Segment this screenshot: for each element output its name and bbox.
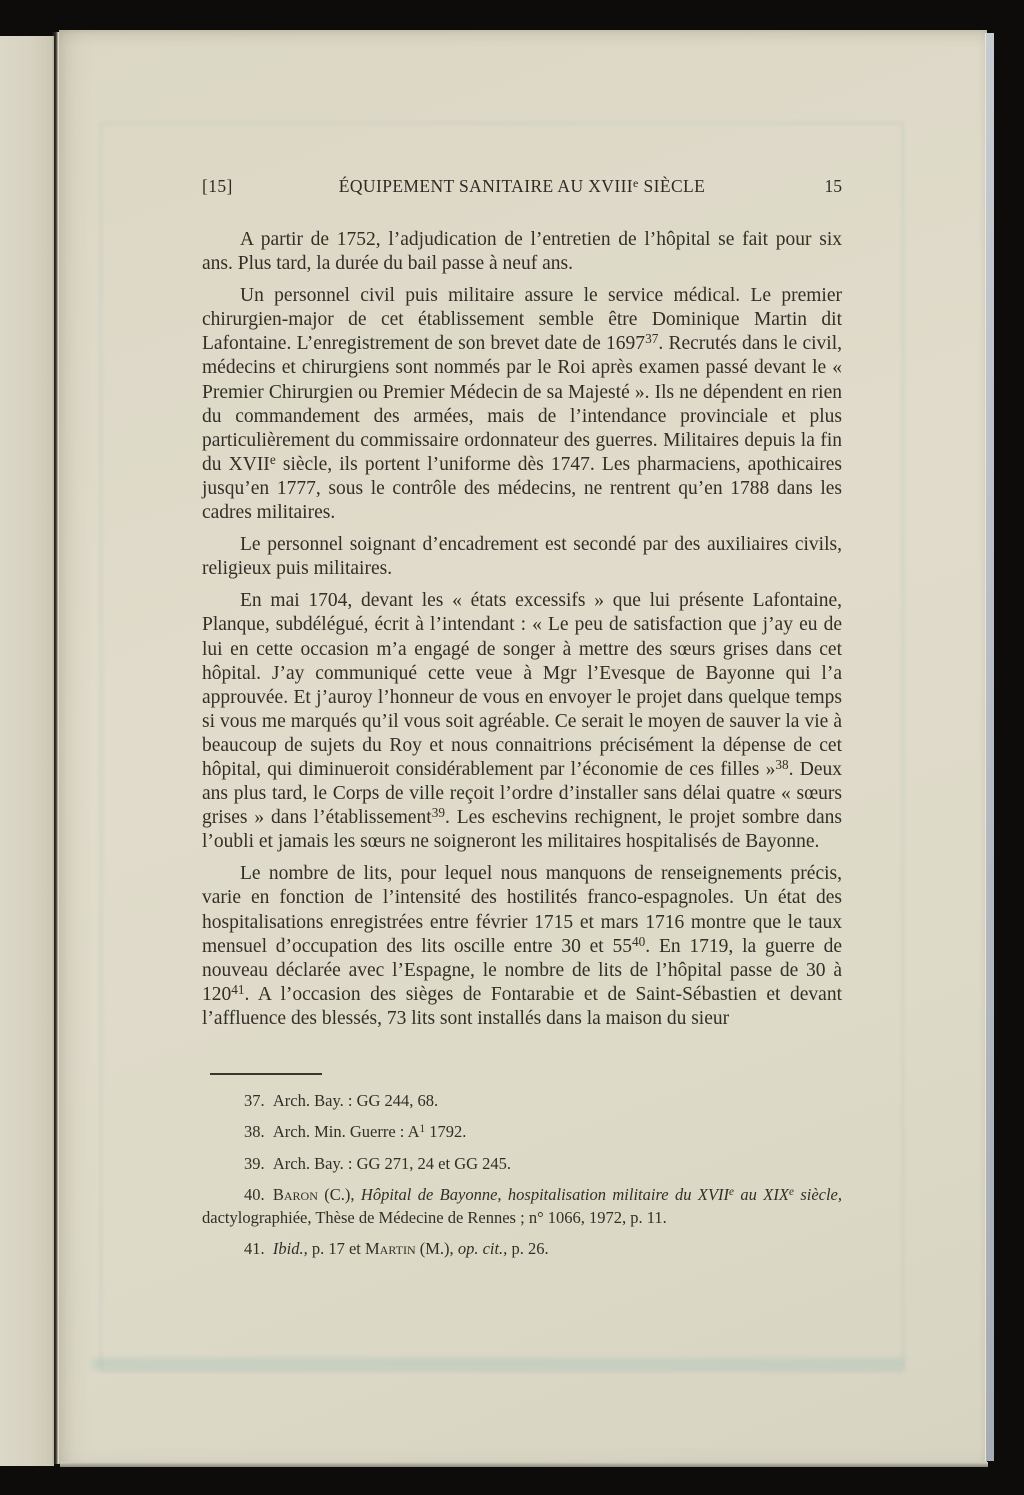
footnote-rule: [210, 1073, 322, 1075]
footnote: [202, 1153, 842, 1175]
text-segment: 38. Arch. Min. Guerre : A: [244, 1122, 420, 1142]
superscript-note-ref: 37: [645, 331, 659, 347]
superscript-note-ref: e: [269, 451, 276, 467]
text-segment: 41.: [244, 1239, 273, 1259]
text-segment: Le personnel soignant d’encadrement est secondé par des auxiliaires civils, religieux puis militaires.: [202, 534, 842, 580]
text-segment: Hôpital de Bayonne, hospitalisation militaire du XVII: [360, 1185, 730, 1205]
page-number: 15: [824, 176, 842, 196]
page-edge-bottom: [60, 1462, 988, 1467]
page-edges-right: [985, 33, 994, 1461]
superscript-note-ref: 38: [775, 757, 789, 773]
text-segment: 39. Arch. Bay. : GG 271, 24 et GG 245.: [244, 1153, 512, 1173]
text-segment: . Deux ans plus tard, le Corps de ville reçoit l’ordre d’installer sans délai quatre « sœurs grises » dans l’établissement: [202, 758, 842, 829]
text-segment: p. 17 et: [307, 1239, 366, 1259]
footnote: [202, 1238, 842, 1260]
body-paragraph: [202, 228, 842, 276]
text-segment: (C.),: [317, 1185, 361, 1205]
superscript-note-ref: e: [633, 175, 639, 190]
text-segment: Le nombre de lits, pour lequel nous manquons de renseignements précis, varie en fonction de l’intensité des hostilités franco-espagnoles. Un état des hospitalisations enregistrées entre février 1715 et mars 1716 montre que le taux mensuel d’occupation des lits oscille entre 30 et 55: [202, 863, 842, 957]
text-segment: . Recrutés dans le civil, médecins et chirurgiens sont nommés par le Roi après examen passé devant le « Premier Chirurgien ou Premier Médecin de sa Majesté ». Ils ne dépendent en rien du commandement des armées, mais de l’intendance provinciale et plus particulièrement du commissaire ordonnateur des guerres. Militaires depuis la fin du XVII: [202, 333, 842, 475]
text-segment: siècle,: [793, 1185, 843, 1205]
superscript-note-ref: 1: [419, 1123, 426, 1136]
text-segment: p. 26.: [507, 1239, 549, 1259]
text-segment: (M.),: [415, 1239, 458, 1259]
text-segment: 1792.: [425, 1122, 467, 1142]
text-segment: En mai 1704, devant les « états excessifs » que lui présente Lafontaine, Planque, subdélégué, écrit à l’intendant : « Le peu de satisfaction que j’ay eu de lui en cette occasion m’a engagé de songer à mettre des sœurs grises dans cet hôpital. J’ay communiqué cette veue à Mgr l’Evesque de Bayonne qui l’a approuvée. Et j’auroy l’honneur de vous en envoyer le projet dans quelque temps si vous me marqués qu’il vous soit agréable. Ce serait le moyen de sauver la vie à beaucoup de sujets du Roy et nous connaitrions précisément la dépense de cet hôpital, qui diminueroit considérablement par l’économie de ces filles »: [202, 590, 842, 780]
show-through-band: [92, 1358, 904, 1370]
superscript-note-ref: e: [729, 1186, 735, 1199]
text-segment: ÉQUIPEMENT SANITAIRE AU XVIII: [338, 176, 634, 196]
text-segment: op. cit.,: [457, 1239, 508, 1259]
running-header: [202, 176, 842, 197]
body-text: [202, 228, 842, 1060]
footnote: [202, 1184, 842, 1229]
text-segment: Un personnel civil puis militaire assure le service médical. Le premier chirurgien-major de cet établissement semble être Dominique Martin dit Lafontaine. L’enregistrement de son brevet date de 1697: [202, 285, 842, 355]
footnote: [202, 1121, 842, 1143]
facing-page-edge: [0, 36, 54, 1466]
superscript-note-ref: e: [788, 1186, 794, 1199]
footnote: [202, 1090, 842, 1112]
text-segment: Baron: [272, 1185, 318, 1205]
header-section-number: [15]: [202, 176, 233, 196]
superscript-note-ref: 39: [431, 805, 445, 821]
text-segment: . En 1719, la guerre de nouveau déclarée avec l’Espagne, le nombre de lits de l’hôpital passe de 30 à 120: [202, 935, 843, 1005]
superscript-note-ref: 41: [231, 981, 245, 997]
text-segment: 40.: [244, 1185, 273, 1205]
text-segment: A partir de 1752, l’adjudication de l’entretien de l’hôpital se fait pour six ans. Plus tard, la durée du bail passe à neuf ans.: [202, 229, 842, 275]
text-segment: . Les eschevins rechignent, le projet sombre dans l’oubli et jamais les sœurs ne soigneront les militaires hospitalisés de Bayonne.: [202, 807, 842, 853]
text-segment: au XIX: [734, 1185, 789, 1205]
running-title: [262, 176, 782, 197]
body-paragraph: [202, 589, 842, 854]
text-segment: dactylographiée, Thèse de Médecine de Rennes ; n° 1066, 1972, p. 11.: [202, 1207, 667, 1227]
text-segment: siècle, ils portent l’uniforme dès 1747. Les pharmaciens, apothicaires jusqu’en 1777, sous le contrôle des médecins, ne rentrent qu’en 1788 dans les cadres militaires.: [202, 453, 842, 524]
body-paragraph: [202, 862, 842, 1031]
text-segment: 37. Arch. Bay. : GG 244, 68.: [244, 1091, 439, 1110]
body-paragraph: [202, 284, 842, 525]
text-segment: . A l’occasion des sièges de Fontarabie et de Saint-Sébastien et devant l’affluence des blessés, 73 lits sont installés dans la maison du sieur: [202, 983, 842, 1029]
footnotes: [202, 1090, 842, 1260]
book-page: [59, 30, 987, 1463]
body-paragraph: [202, 533, 842, 581]
superscript-note-ref: 40: [632, 933, 646, 949]
text-segment: SIÈCLE: [638, 176, 706, 196]
page-content: [202, 176, 842, 1269]
text-segment: Martin: [365, 1239, 416, 1259]
text-segment: Ibid.,: [272, 1239, 308, 1259]
